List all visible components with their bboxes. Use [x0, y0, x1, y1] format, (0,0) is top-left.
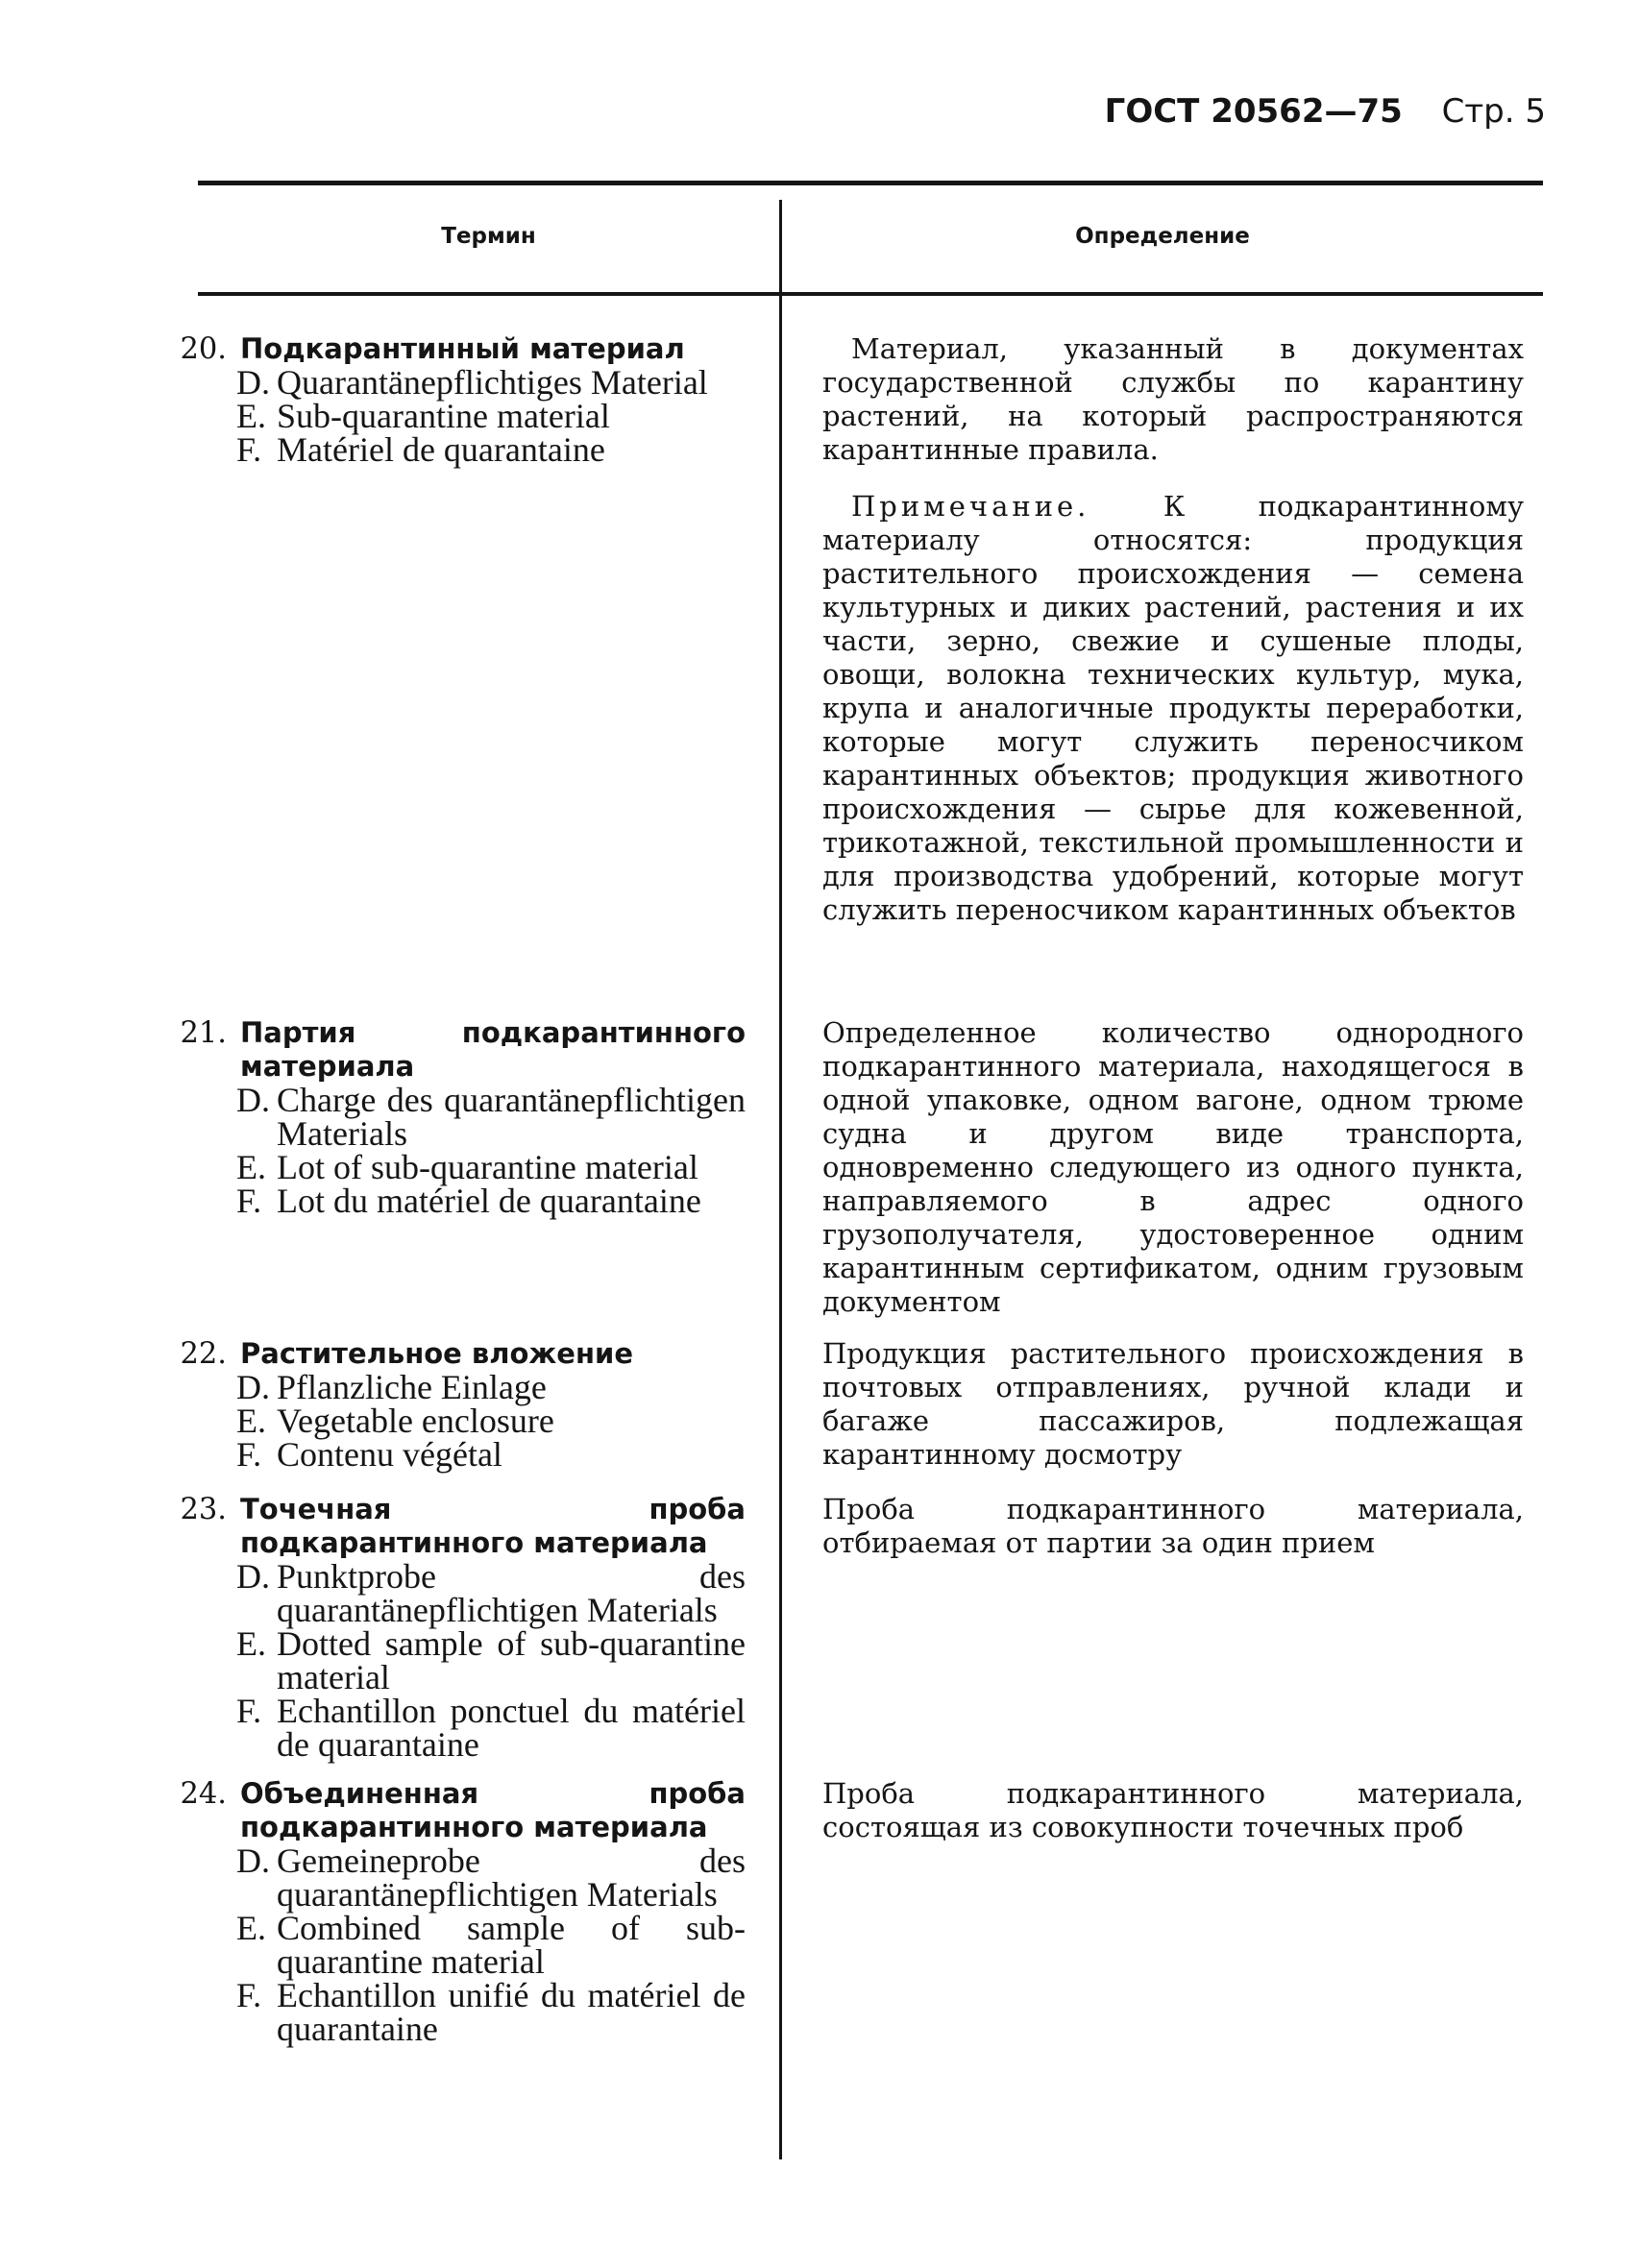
column-divider — [779, 200, 782, 2159]
term-entry-20 — [169, 332, 746, 467]
term-entry-21 — [169, 1016, 746, 1218]
term-number: 24. — [180, 1777, 227, 1811]
term-name: Подкарантинный материал — [240, 332, 685, 365]
definition-22: Продукция растительного происхождения в почтовых отправлениях, ручной клади и багаже пассажиров, подлежащая карантинному досмотру — [822, 1337, 1524, 1471]
term-number: 22. — [180, 1337, 227, 1371]
note-label: Примечание. — [851, 490, 1090, 523]
term-number: 23. — [180, 1493, 227, 1526]
definition-20: Материал, указанный в документах государственной службы по карантину растений, на который распространяются карантинные правила. — [822, 332, 1524, 466]
translation-en: E. Lot of sub-quarantine material — [236, 1148, 698, 1186]
term-entry-22 — [169, 1337, 746, 1472]
translation-fr: F. Echantillon ponctuel du matériel de quarantaine — [236, 1692, 746, 1764]
standard-number: ГОСТ 20562—75 — [1104, 92, 1403, 131]
term-entry-23 — [169, 1493, 746, 1762]
translation-en: E. Sub-quarantine material — [236, 397, 610, 435]
translation-fr: F. Echantillon unifié du matériel de quarantaine — [236, 1976, 746, 2048]
term-number: 20. — [180, 332, 227, 366]
table-top-rule — [198, 181, 1543, 185]
translation-en: E. Vegetable enclosure — [236, 1402, 554, 1440]
term-number: 21. — [180, 1016, 227, 1050]
translation-de: D. Pflanzliche Einlage — [236, 1368, 547, 1406]
translation-en: E. Combined sample of sub-quarantine material — [236, 1909, 746, 1981]
term-entry-24 — [169, 1777, 746, 2046]
term-name: Объединенная проба подкарантинного материала — [240, 1777, 746, 1843]
term-name: Точечная проба подкарантинного материала — [240, 1493, 746, 1559]
page-number: Стр. 5 — [1441, 92, 1546, 131]
definition-24: Проба подкарантинного материала, состоящая из совокупности точечных проб — [822, 1777, 1524, 1843]
column-header-definition: Определение — [1075, 224, 1250, 249]
translation-de: D. Charge des quarantänepflichtigen Materials — [236, 1081, 746, 1153]
definition-21: Определенное количество однородного подкарантинного материала, находящегося в одной упаковке, одном вагоне, одном трюме судна и другом виде транспорта, одновременно следующего из одного пункта, направляемого в адрес одного грузополучателя, удостоверенное одним карантинным сертификатом, одним грузовым документом — [822, 1016, 1524, 1318]
term-name: Партия подкарантинного материала — [240, 1016, 746, 1083]
translation-fr: F. Matériel de quarantaine — [236, 430, 605, 469]
translation-en: E. Dotted sample of sub-quarantine material — [236, 1624, 746, 1696]
translation-de: D. Quarantänepflichtiges Material — [236, 363, 708, 402]
translation-de: D. Gemeineprobe des quarantänepflichtigen Materials — [236, 1841, 746, 1914]
table-header-rule — [198, 292, 1543, 296]
term-name: Растительное вложение — [240, 1337, 633, 1370]
column-header-term: Термин — [441, 224, 536, 249]
page-header — [1105, 92, 1546, 131]
note-text: К подкарантинному материалу относятся: продукция растительного происхождения — семена культурных и диких растений, растения и их части, зерно, свежие и сушеные плоды, овощи, волокна технических культур, мука, крупа и аналогичные продукты переработки, которые могут служить переносчиком карантинных объектов; продукция животного происхождения — сырье для кожевенной, трикотажной, текстильной промышленности и для производства удобрений, которые могут служить переносчиком карантинных объектов — [822, 490, 1525, 926]
note-20 — [822, 490, 1524, 927]
translation-fr: F. Lot du matériel de quarantaine — [236, 1182, 701, 1220]
definition-23: Проба подкарантинного материала, отбираемая от партии за один прием — [822, 1493, 1524, 1559]
translation-fr: F. Contenu végétal — [236, 1435, 502, 1474]
translation-de: D. Punktprobe des quarantänepflichtigen Materials — [236, 1557, 746, 1629]
